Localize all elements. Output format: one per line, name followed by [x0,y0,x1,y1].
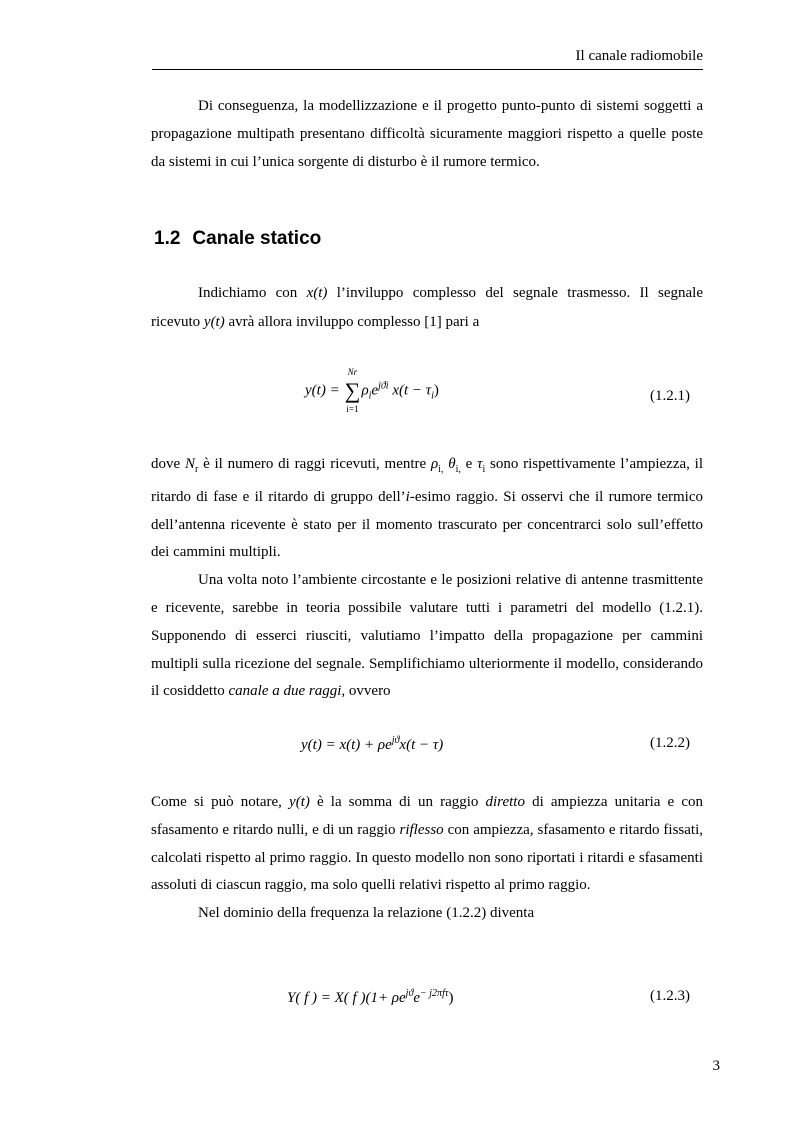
paragraph-3-4 [151,451,703,706]
equation-1-2-1-number: (1.2.1) [650,388,690,404]
header-rule [152,69,703,70]
paragraph-6: Nel dominio della frequenza la relazione (1.2.2) diventa [198,905,535,922]
equation-1-2-3-formula: Y( f ) = X( f )$(1+ \rho e^{jϑ}e^{- j2\pi f\tau})$ [287,988,454,1006]
symbol-x-t: x(t) [306,285,328,301]
equation-1-2-3-number: (1.2.3) [650,988,690,1004]
symbol-y-t: y(t) [203,314,225,330]
paragraph-2: Indichiamo con x(t) l’inviluppo complesso del segnale trasmesso. Il segnale ricevuto y(t) avrà allora inviluppo complesso [1] pari a [151,285,703,330]
paragraph-5-6 [151,789,703,928]
paragraph-4: Una volta noto l’ambiente circostante e le posizioni relative di antenne trasmittente e ricevente, sarebbe in teoria possibile valutare tutti i parametri del modello (1.2.1). Supponendo di esserci riusciti, valutiamo l’impatto della propagazione per cammini multipli sulla ricezione del segnale. Semplifichiamo ulteriormente il modello, considerando il cosiddetto canale a due raggi, ovvero [151,572,703,700]
equation-1-2-2-number: (1.2.2) [650,735,690,751]
paragraph-5: Come si può notare, y(t) è la somma di un raggio diretto di ampiezza unitaria e con sfasamento e ritardo nulli, e di un raggio riflesso con ampiezza, sfasamento e ritardo fissati, calcolati rispetto al primo raggio. In questo modello non sono riportati i ritardi e sfasamenti assoluti di ciascun raggio, ma solo quelli relativi rispetto al primo raggio. [151,794,703,894]
equation-1-2-3 [151,988,703,1028]
section-number: 1.2 [154,228,181,249]
paragraph-intro [151,93,703,176]
emphasis-two-ray-channel: canale a due raggi, [228,683,346,700]
equation-1-2-2-formula: $y(t) = x(t) + \rho e^{jϑ}x(t - \tau)$ [301,735,444,753]
section-heading [154,228,321,250]
page-number: 3 [712,1058,720,1074]
paragraph-1: Di conseguenza, la modellizzazione e il progetto punto-punto di sistemi soggetti a propagazione multipath presentano difficoltà sicuramente maggiori rispetto a quelle poste da sistemi in cui l’unica sorgente di disturbo è il rumore termico. [151,98,703,170]
section-title: Canale statico [192,228,322,249]
running-header: Il canale radiomobile [575,48,703,64]
summation-symbol: Nr ∑ i=1 [344,367,361,414]
equation-1-2-1-formula: y(t) = Nr ∑ i=1 $\rho_ie^{jϑi}$ $x(t - \tau_i)$ [305,367,439,414]
equation-1-2-2 [151,735,703,775]
equation-1-2-1 [151,367,703,420]
paragraph-3: dove $N_r$ è il numero di raggi ricevuti, mentre $\rho_{i,}$ $\theta_{i,}$ e $\tau_i$ sono rispettivamente l’ampiezza, il ritardo di fase e il ritardo di gruppo dell’i-esimo raggio. Si osservi che il rumore termico dell’antenna ricevente è stato per il momento trascurato per concentrarci solo sull’effetto dei cammini multipli. [151,456,704,561]
